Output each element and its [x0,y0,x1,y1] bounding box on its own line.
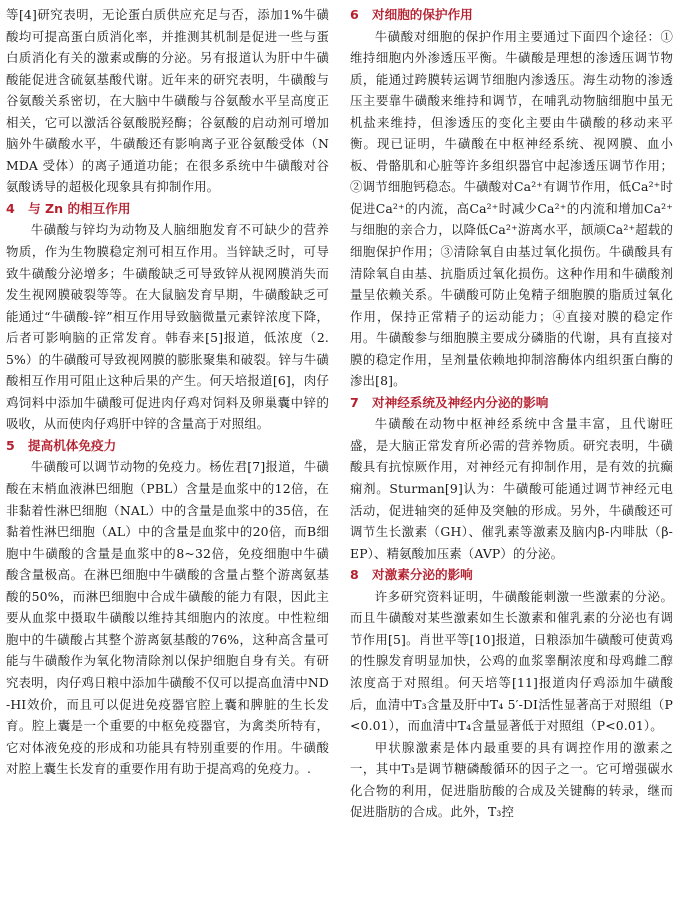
section-number: 4 [6,200,15,216]
left-column [6,4,329,780]
section-title: 与 Zn 的相互作用 [28,200,131,216]
section-heading [350,392,673,414]
section-title: 提高机体免疫力 [28,437,117,453]
right-column [350,4,673,823]
section-heading [350,4,673,26]
section-title: 对激素分泌的影响 [372,567,473,583]
paragraph: 等[4]研究表明，无论蛋白质供应充足与否，添加1%牛磺酸均可提高蛋白质消化率，并推测其机制是促进一些与蛋白质消化有关的激素或酶的分泌。另有报道认为肝中牛磺酸能促进含硫氨基酸代谢。近年来的研究表明，牛磺酸与谷氨酸关系密切，在大脑中牛磺酸与谷氨酸水平呈高度正相关，它可以激活谷氨酸脱羟酶；谷氨酸的启动剂可增加脑外牛磺酸水平，牛磺酸还有影响离子亚谷氨酸受体（NMDA 受体）的离子通道功能；在很多系统中牛磺酸对谷氨酸诱导的超极化现象具有抑制作用。 [6,7,329,195]
paragraph: 牛磺酸对细胞的保护作用主要通过下面四个途径：①维持细胞内外渗透压平衡。牛磺酸是理想的渗透压调节物质，能通过跨膜转运调节细胞内渗透压。海生动物的渗透压主要靠牛磺酸来维持和调节，在哺乳动物脑细胞中虽无机盐来维持，但渗透压的变化主要由牛磺酸的移动来平衡。现已证明，牛磺酸在中枢神经系统、视网膜、血小板、骨骼肌和心脏等许多组织器官中起渗透压调节作用；②调节细胞钙稳态。牛磺酸对Ca²⁺有调节作用，低Ca²⁺时促进Ca²⁺的内流，高Ca²⁺时减少Ca²⁺的内流和增加Ca²⁺与细胞的亲合力，以降低Ca²⁺游离水平，颉颃Ca²⁺超载的细胞保护作用；③清除氧自由基过氧化损伤。牛磺酸具有清除氧自由基、抗脂质过氧化损伤。这种作用和牛磺酸剂量呈依赖关系。牛磺酸可防止兔精子细胞膜的脂质过氧化作用，保持正常精子的运动能力；④直接对膜的稳定作用。牛磺酸参与细胞膜主要成分磷脂的代谢，具有直接对膜的稳定作用，呈剂量依赖地抑制溶酶体内组织蛋白酶的渗出[8]。 [350,28,673,389]
section-heading [6,198,329,220]
section-heading [350,564,673,586]
paragraph: 牛磺酸在动物中枢神经系统中含量丰富，且代谢旺盛，是大脑正常发育所必需的营养物质。研究表明，牛磺酸具有抗惊厥作用，对神经元有抑制作用，是有效的抗癫痫剂。Sturman[9]认为：牛磺酸可能通过调节神经元电活动，促进轴突的延伸及突触的形成。另外，牛磺酸还可调节生长激素（GH）、催乳素等激素及脑内β-内啡肽（β-EP）、精氨酸加压素（AVP）的分泌。 [350,416,673,561]
paragraph: 许多研究资料证明，牛磺酸能刺激一些激素的分泌。而且牛磺酸对某些激素如生长激素和催乳素的分泌也有调节作用[5]。肖世平等[10]报道，日粮添加牛磺酸可使黄鸡的性腺发育明显加快，公鸡的血浆睾酮浓度和母鸡雌二醇浓度高于对照组。何天培等[11]报道肉仔鸡添加牛磺酸后，血清中T₃含量及肝中T₄ 5′-DI活性显著高于对照组（P<0.01），而血清中T₄含量显著低于对照组（P<0.01）。 [350,588,673,734]
section-number: 8 [350,567,359,583]
section-title: 对细胞的保护作用 [372,7,473,22]
section-number: 6 [350,7,359,22]
paragraph: 牛磺酸与锌均为动物及人脑细胞发育不可缺少的营养物质，作为生物膜稳定剂可相互作用。当锌缺乏时，可导致牛磺酸分泌增多；牛磺酸缺乏可导致锌从视网膜消失而发生视网膜破裂等等。在大鼠脑发育早期，牛磺酸缺乏可能通过“牛磺酸-锌”相互作用导致脑微量元素锌浓度下降，后者可影响脑的正常发育。韩春来[5]报道，低浓度（2.5%）的牛磺酸可导致视网膜的膨胀聚集和破裂。锌与牛磺酸相互作用可阻止这种后果的产生。何天培报道[6]，肉仔鸡饲料中添加牛磺酸可促进肉仔鸡对饲料及卵巢囊中锌的吸收，从而使肉仔鸡肝中锌的含量高于对照组。 [6,222,329,432]
paragraph: 牛磺酸可以调节动物的免疫力。杨佐君[7]报道，牛磺酸在末梢血液淋巴细胞（PBL）含量是血浆中的12倍，在非黏着性淋巴细胞（NAL）中的含量是血浆中的35倍，在黏着性淋巴细胞（AL）中的含量是血浆中的20倍，而B细胞中牛磺酸的含量是血浆中的8~32倍，免疫细胞中牛磺酸含量极高。在淋巴细胞中牛磺酸的含量占整个游离氨基酸的50%，而淋巴细胞中合成牛磺酸的能力有限，因此主要从血浆中摄取牛磺酸以维持其细胞内的浓度。中性粒细胞中的牛磺酸占其整个游离氨基酸的76%，这种高含量可能与牛磺酸作为氧化物清除剂以保护细胞自身有关。有研究表明，肉仔鸡日粮中添加牛磺酸不仅可以提高血清中ND-HI效价，而且可以促进免疫器官腔上囊和脾脏的生长发育。腔上囊是一个重要的中枢免疫器官，为禽类所特有，它对体液免疫的形成和功能具有特别重要的作用。牛磺酸对腔上囊生长发育的重要作用有助于提高鸡的免疫力。. [6,459,329,777]
section-heading [6,435,329,457]
section-title: 对神经系统及神经内分泌的影响 [372,394,549,410]
section-number: 5 [6,437,15,453]
paragraph: 甲状腺激素是体内最重要的具有调控作用的激素之一，其中T₃是调节糖磷酸循环的因子之一。它可增强碳水化合物的利用，促进脂肪酸的合成及关键酶的转录，继而促进脂肪的合成。此外，T₃控 [350,739,673,820]
section-number: 7 [350,394,359,410]
